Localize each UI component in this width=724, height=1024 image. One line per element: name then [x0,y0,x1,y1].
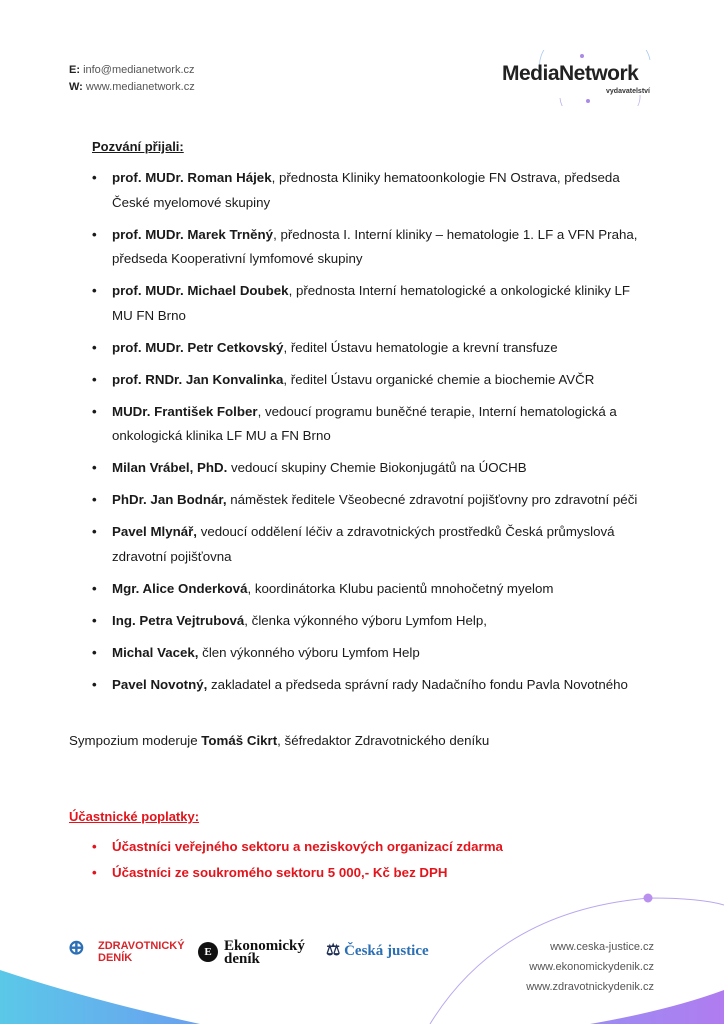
moderator-line [69,733,489,748]
invited-person [92,577,652,602]
invited-person [92,488,652,513]
person-name: Ing. Petra Vejtrubová [112,612,245,628]
person-role: vedoucí oddělení léčiv a zdravotnických prostředků Česká průmyslová zdravotní pojišťovna [112,524,615,564]
person-role: člen výkonného výboru Lymfom Help [198,644,420,660]
brand-name: Česká justice [344,943,429,959]
medianetwork-logo [500,50,660,106]
footer-link[interactable]: www.zdravotnickydenik.cz [526,981,654,993]
person-role: , přednosta I. Interní kliniky – hematologie 1. LF a VFN Praha, předseda Kooperativní lymfomové skupiny [112,226,638,266]
person-name: prof. MUDr. Marek Trněný [112,226,274,242]
web-label: W: [69,81,83,93]
footer-link[interactable]: www.ekonomickydenik.cz [529,961,654,973]
person-name: Michal Vacek, [112,644,199,660]
zdravotnicky-denik-logo [68,937,185,964]
ceska-justice-logo [326,940,429,960]
person-name: Milan Vrábel, PhD. [112,460,228,475]
fee-item: • Účastníci ze soukromého sektoru 5 000,- Kč bez DPH [92,860,503,886]
invited-person [92,609,652,634]
person-name: prof. RNDr. Jan Konvalinka [112,371,284,387]
person-role: , přednosta Kliniky hematoonkologie FN Ostrava, předseda České myelomové skupiny [112,170,620,210]
footer-links [526,937,654,997]
person-role: , ředitel Ústavu hematologie a krevní transfuze [283,339,558,355]
invited-person [92,336,652,361]
person-name: Mgr. Alice Onderková [112,580,248,596]
person-name: prof. MUDr. Roman Hájek [112,170,272,185]
person-name: PhDr. Jan Bodnár, [112,492,227,507]
invited-person [92,641,652,666]
brand-name: Ekonomický deník [224,938,305,967]
invited-person [92,456,652,481]
person-role: , vedoucí programu buněčné terapie, Interní hematologická a onkologická klinika LF MU a FN Brno [112,403,617,443]
e-circle-icon: E [198,942,218,962]
invited-person [92,368,652,393]
contact-info [69,62,195,96]
moderator-suffix: , šéfredaktor Zdravotnického deníku [277,733,490,748]
person-name: Pavel Mlynář, [112,524,197,539]
person-role: , členka výkonného výboru Lymfom Help, [244,612,487,628]
brand-name: ZDRAVOTNICKÝ DENÍK [98,940,185,964]
footer-link[interactable]: www.ceska-justice.cz [550,941,654,953]
invited-list [92,166,652,705]
person-role: zakladatel a předseda správní rady Nadačního fondu Pavla Novotného [207,676,628,692]
fees-title: Účastnické poplatky: [69,809,200,824]
person-role: , ředitel Ústavu organické chemie a biochemie AVČR [283,371,595,387]
moderator-prefix: Sympozium moderuje [69,733,202,748]
person-name: MUDr. František Folber [112,403,258,419]
person-role: , koordinátorka Klubu pacientů mnohočetný myelom [247,580,554,596]
invited-person [92,673,652,698]
person-role: , přednosta Interní hematologické a onkologické kliniky LF MU FN Brno [112,283,631,323]
person-role: náměstek ředitele Všeobecné zdravotní pojišťovny pro zdravotní péči [226,492,638,507]
moderator-name: Tomáš Cikrt [201,733,278,748]
web-link[interactable]: www.medianetwork.cz [85,81,195,93]
gavel-icon: ⚖ [326,942,341,959]
person-name: prof. MUDr. Michael Doubek [112,283,289,298]
email-link[interactable]: info@medianetwork.cz [83,64,195,76]
invited-person [92,166,652,215]
invited-person [92,400,652,449]
person-name: prof. MUDr. Petr Cetkovský [112,339,284,355]
person-name: Pavel Novotný, [112,676,208,692]
fee-item: • Účastníci veřejného sektoru a neziskových organizací zdarma [92,834,503,860]
invited-title: Pozvání přijali: [92,139,184,154]
invited-person [92,279,652,328]
email-label: E: [69,64,80,76]
logo-subtitle: vydavatelství [606,88,650,95]
person-role: vedoucí skupiny Chemie Biokonjugátů na ÚOCHB [227,460,527,475]
fees-list [92,834,503,886]
invited-person [92,223,652,272]
ekonomicky-denik-logo [198,940,304,966]
logo-text: MediaNetwork [502,62,639,85]
health-cross-icon: ⊕ [68,937,85,959]
invited-person [92,520,652,569]
